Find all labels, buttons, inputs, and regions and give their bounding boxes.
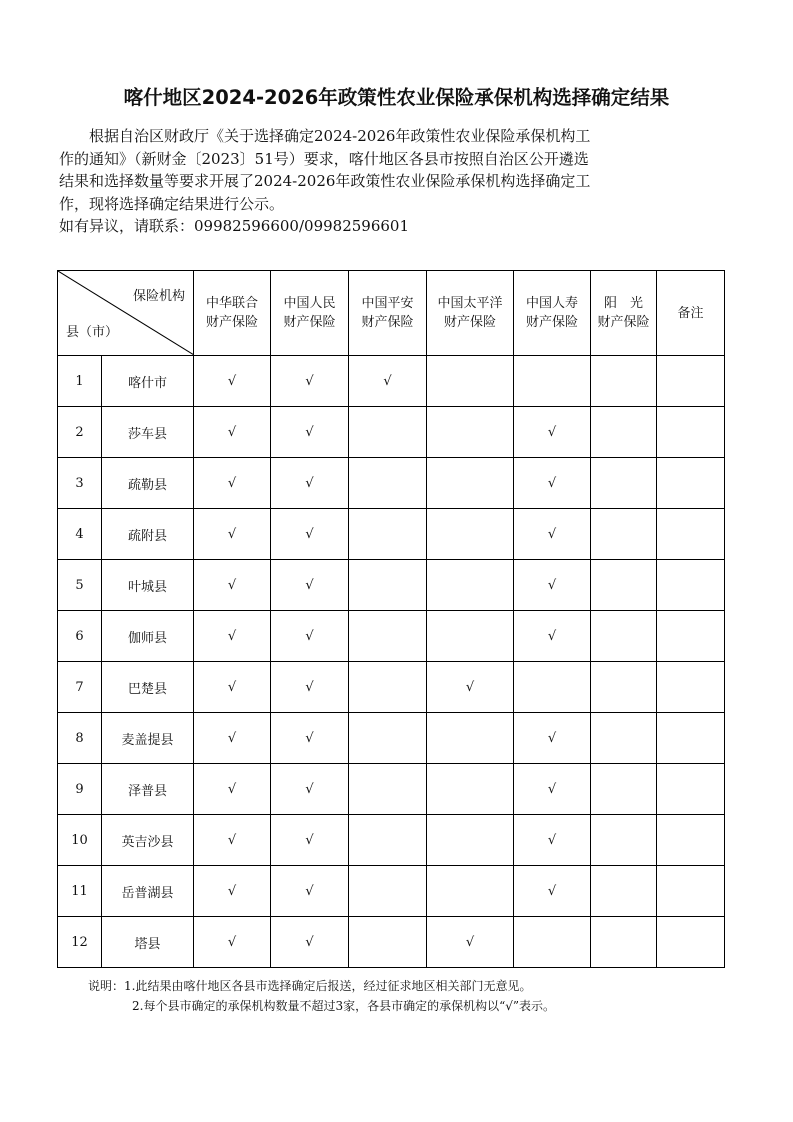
check-mark-cell: √ [194,917,271,968]
county-name: 莎车县 [102,407,194,458]
empty-cell [591,407,657,458]
table-row [58,662,725,713]
empty-cell [427,407,514,458]
check-mark-cell: √ [194,458,271,509]
table-row [58,560,725,611]
row-number: 11 [58,866,102,917]
intro-line-1: 根据自治区财政厅《关于选择确定2024-2026年政策性农业保险承保机构工 [89,127,591,145]
intro-line-4: 作，现将选择确定结果进行公示。 [59,194,285,213]
check-mark-cell: √ [514,866,591,917]
empty-cell [349,560,427,611]
check-mark-cell: √ [271,917,349,968]
county-name: 泽普县 [102,764,194,815]
table-row [58,407,725,458]
county-name: 英吉沙县 [102,815,194,866]
empty-cell [427,458,514,509]
row-number: 1 [58,356,102,407]
table-row [58,815,725,866]
intro-text [59,125,739,238]
remarks-cell [657,509,725,560]
row-number: 5 [58,560,102,611]
check-mark-cell: √ [514,458,591,509]
check-mark-cell: √ [514,764,591,815]
corner-top-label: 保险机构 [132,289,185,304]
table-row [58,764,725,815]
empty-cell [349,458,427,509]
check-mark-cell: √ [271,458,349,509]
empty-cell [591,815,657,866]
table-header-row [58,271,725,356]
table-row [58,917,725,968]
row-number: 9 [58,764,102,815]
empty-cell [591,611,657,662]
empty-cell [591,509,657,560]
empty-cell [591,560,657,611]
check-mark-cell: √ [514,611,591,662]
note-line-1: 说明：1.此结果由喀什地区各县市选择确定后报送，经过征求地区相关部门无意见。 [88,979,532,993]
county-name: 叶城县 [102,560,194,611]
empty-cell [514,662,591,713]
notes [88,976,555,1016]
empty-cell [349,917,427,968]
check-mark-cell: √ [514,713,591,764]
column-header: 阳 光 财产保险 [591,271,657,356]
table-row [58,611,725,662]
check-mark-cell: √ [514,815,591,866]
check-mark-cell: √ [194,764,271,815]
county-name: 麦盖提县 [102,713,194,764]
corner-bottom-label: 县（市） [66,325,119,340]
empty-cell [427,815,514,866]
row-number: 4 [58,509,102,560]
empty-cell [427,764,514,815]
check-mark-cell: √ [194,509,271,560]
empty-cell [427,866,514,917]
check-mark-cell: √ [194,611,271,662]
empty-cell [591,458,657,509]
column-header: 中华联合 财产保险 [194,271,271,356]
check-mark-cell: √ [194,662,271,713]
remarks-cell [657,560,725,611]
empty-cell [349,662,427,713]
row-number: 8 [58,713,102,764]
table-row [58,866,725,917]
intro-line-2: 作的通知》（新财金〔2023〕51号）要求，喀什地区各县市按照自治区公开遴选 [59,149,589,168]
check-mark-cell: √ [271,662,349,713]
remarks-cell [657,713,725,764]
empty-cell [591,713,657,764]
empty-cell [591,356,657,407]
empty-cell [349,611,427,662]
empty-cell [349,815,427,866]
empty-cell [349,407,427,458]
check-mark-cell: √ [271,560,349,611]
county-name: 巴楚县 [102,662,194,713]
empty-cell [514,917,591,968]
column-header: 中国人寿 财产保险 [514,271,591,356]
county-name: 疏附县 [102,509,194,560]
empty-cell [427,611,514,662]
check-mark-cell: √ [349,356,427,407]
check-mark-cell: √ [194,560,271,611]
check-mark-cell: √ [271,407,349,458]
row-number: 6 [58,611,102,662]
page-title: 喀什地区2024-2026年政策性农业保险承保机构选择确定结果 [123,86,670,109]
empty-cell [591,662,657,713]
column-header: 中国平安 财产保险 [349,271,427,356]
check-mark-cell: √ [194,407,271,458]
empty-cell [427,713,514,764]
county-name: 疏勒县 [102,458,194,509]
intro-line-3: 结果和选择数量等要求开展了2024-2026年政策性农业保险承保机构选择确定工 [59,172,591,190]
check-mark-cell: √ [514,407,591,458]
remarks-cell [657,356,725,407]
remarks-cell [657,764,725,815]
remarks-cell [657,458,725,509]
check-mark-cell: √ [271,866,349,917]
check-mark-cell: √ [271,713,349,764]
empty-cell [591,917,657,968]
empty-cell [349,713,427,764]
row-number: 12 [58,917,102,968]
check-mark-cell: √ [194,866,271,917]
county-name: 伽师县 [102,611,194,662]
empty-cell [591,764,657,815]
empty-cell [427,560,514,611]
empty-cell [427,356,514,407]
check-mark-cell: √ [427,662,514,713]
row-number: 3 [58,458,102,509]
empty-cell [427,509,514,560]
empty-cell [591,866,657,917]
remarks-cell [657,917,725,968]
county-name: 岳普湖县 [102,866,194,917]
remarks-cell [657,662,725,713]
empty-cell [349,509,427,560]
table-row [58,509,725,560]
note-line-2: 2.每个县市确定的承保机构数量不超过3家，各县市确定的承保机构以“√”表示。 [132,999,556,1013]
empty-cell [349,866,427,917]
check-mark-cell: √ [271,356,349,407]
check-mark-cell: √ [194,815,271,866]
column-header-remarks: 备注 [657,271,725,356]
check-mark-cell: √ [514,560,591,611]
result-table [57,270,725,968]
table-row [58,713,725,764]
contact-line: 如有异议，请联系：09982596600/09982596601 [59,217,410,235]
county-name: 塔县 [102,917,194,968]
empty-cell [349,764,427,815]
check-mark-cell: √ [427,917,514,968]
empty-cell [514,356,591,407]
corner-header [58,271,194,356]
county-name: 喀什市 [102,356,194,407]
table-row [58,458,725,509]
row-number: 7 [58,662,102,713]
check-mark-cell: √ [194,713,271,764]
check-mark-cell: √ [271,611,349,662]
column-header: 中国人民 财产保险 [271,271,349,356]
remarks-cell [657,407,725,458]
diagonal-line [58,271,194,355]
table-row [58,356,725,407]
remarks-cell [657,611,725,662]
check-mark-cell: √ [514,509,591,560]
check-mark-cell: √ [271,509,349,560]
column-header: 中国太平洋 财产保险 [427,271,514,356]
remarks-cell [657,866,725,917]
check-mark-cell: √ [271,764,349,815]
check-mark-cell: √ [271,815,349,866]
remarks-cell [657,815,725,866]
check-mark-cell: √ [194,356,271,407]
row-number: 10 [58,815,102,866]
row-number: 2 [58,407,102,458]
